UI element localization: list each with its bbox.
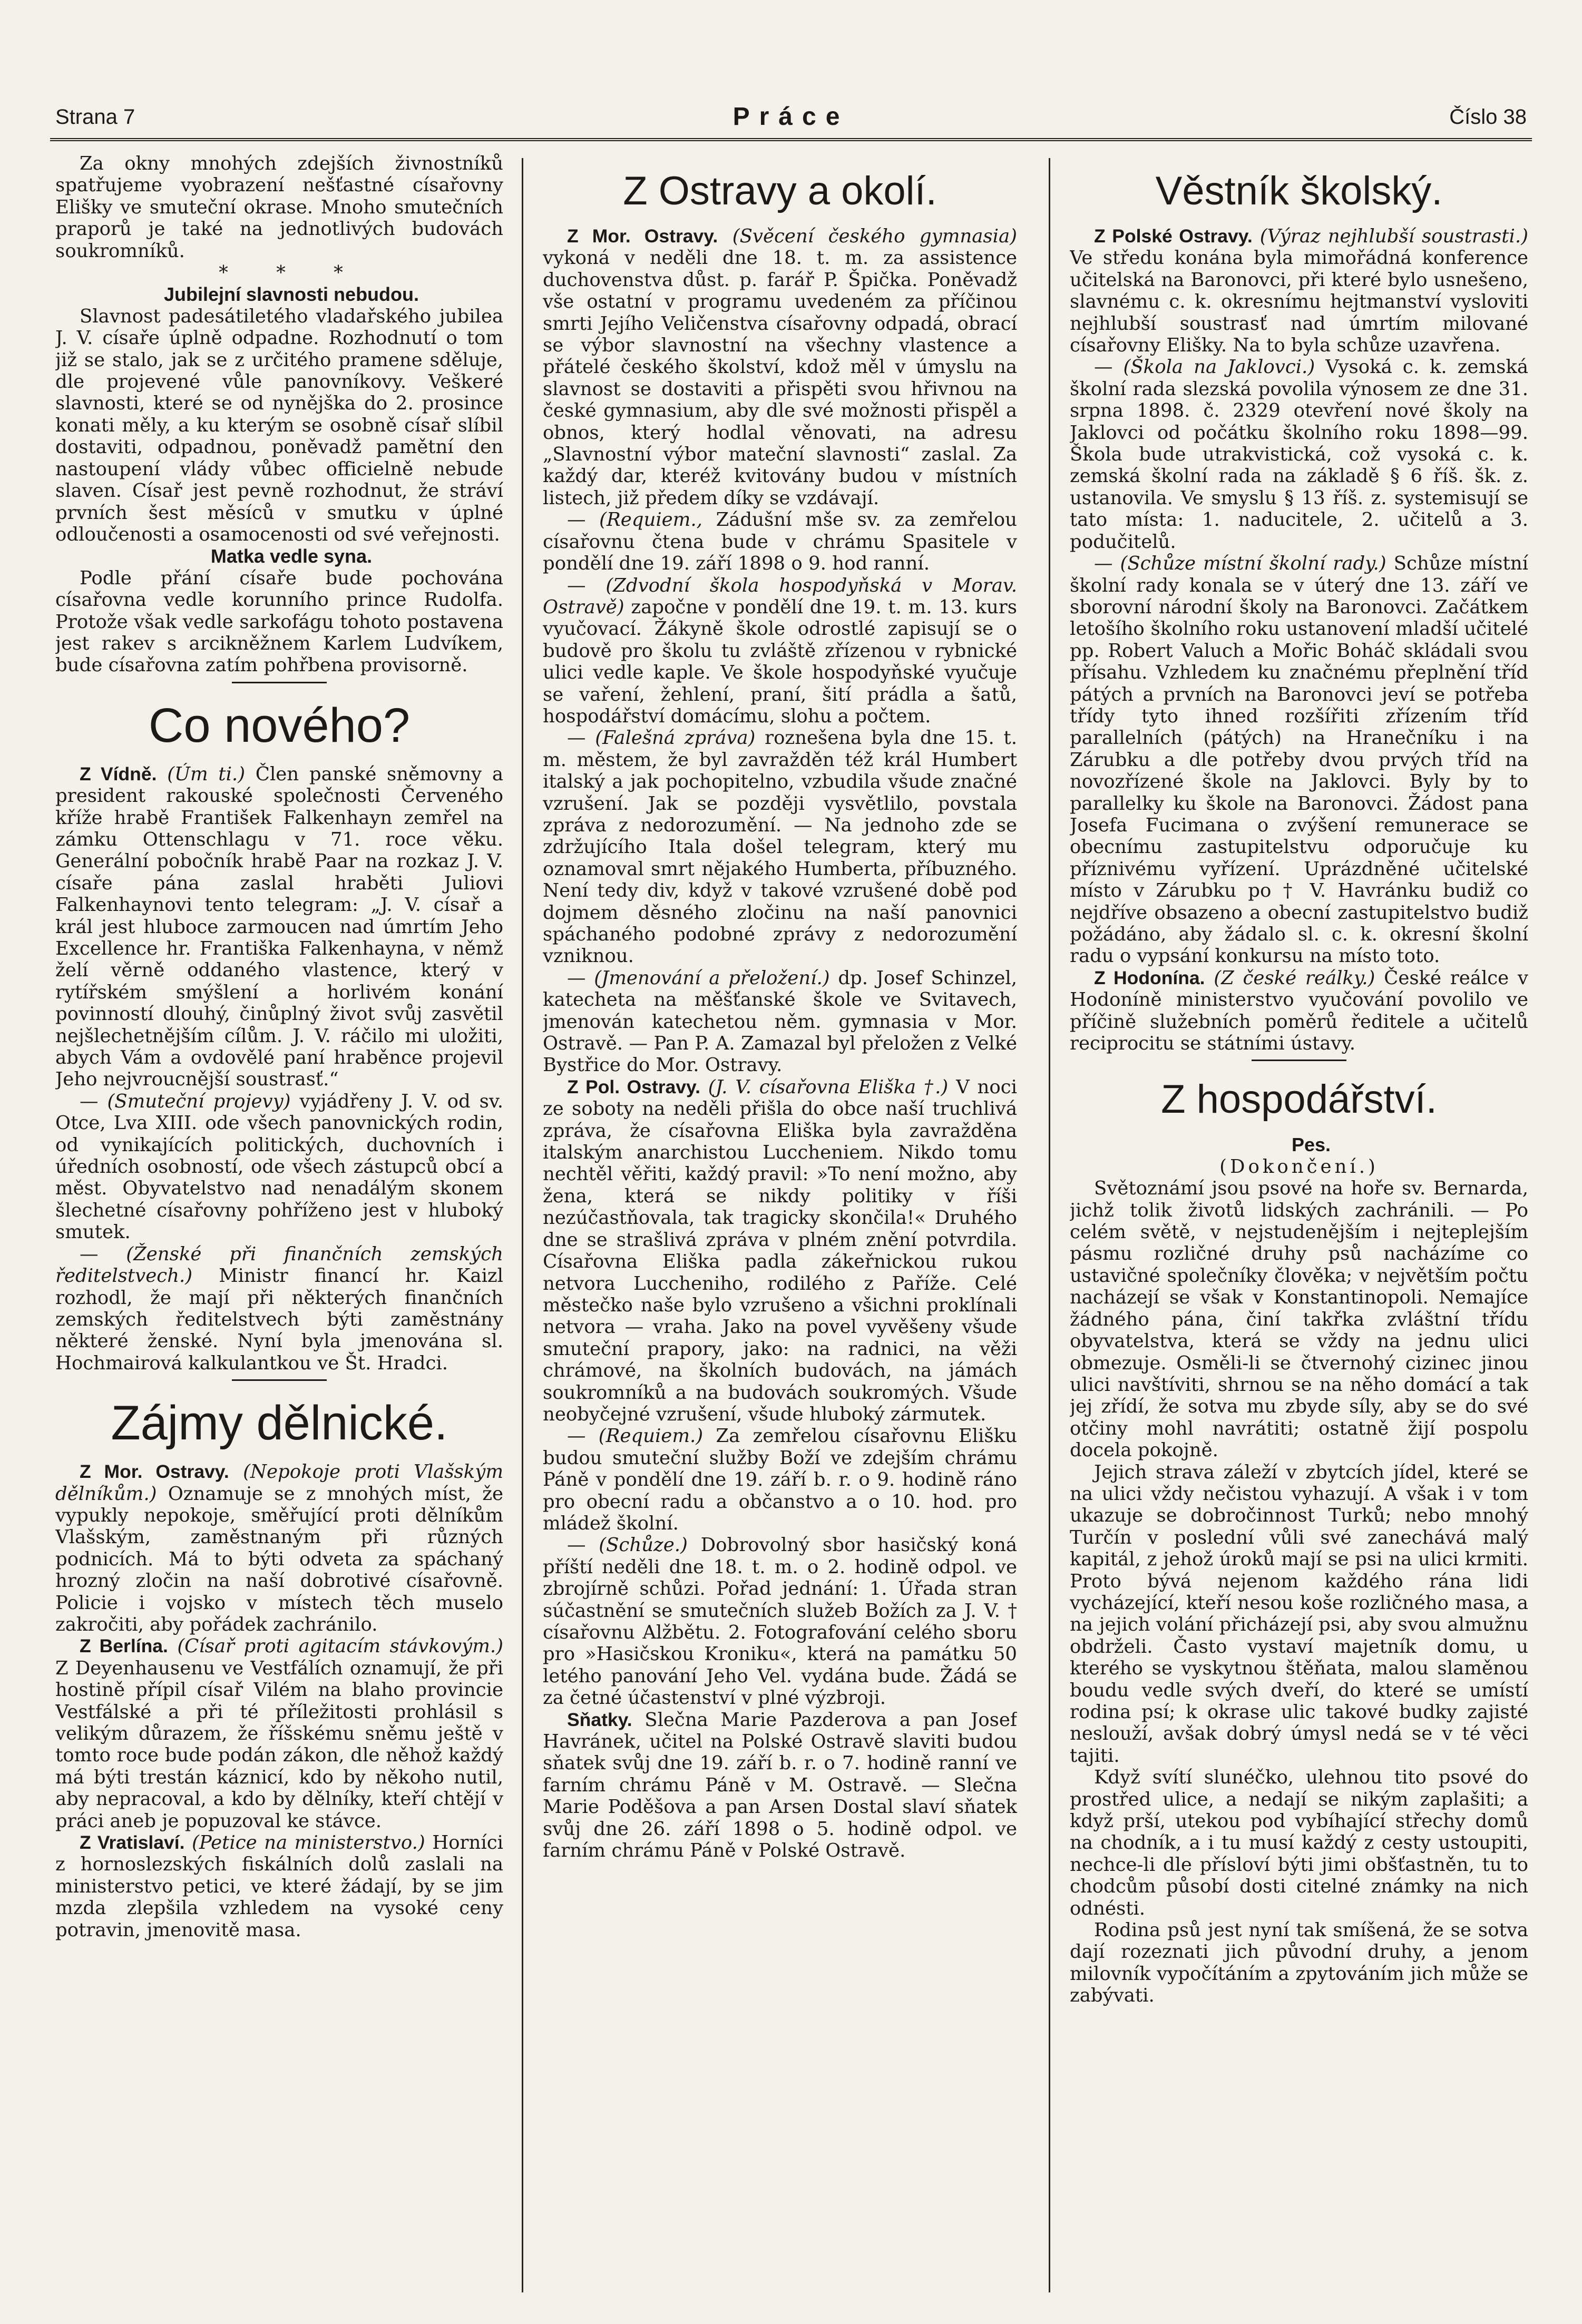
item-lead: Z Mor. Ostravy. [567,225,718,247]
news-item: — (Requiem., Zádušní mše sv. za zemřelou císařovnu čtena bude v chrámu Spasitele v pondělí dne 19. září 1898 o 9. hod ranní. [543,509,1017,575]
item-title: (Jmenování a přeložení.) [594,967,830,989]
column-1 [55,153,503,2303]
item-title: (Výraz nejhlubší soustrasti.) [1259,225,1528,247]
item-title: (J. V. císařovna Eliška †.) [708,1076,949,1098]
item-title: (Smuteční projevy) [107,1090,291,1112]
item-text: započne v pondělí dne 19. t. m. 13. kurs vyučovací. Žákyně škole odrostlé zapisují se o budově pro školu tu zvláště zřízenou v rybnické ulici vedle kaple. Ve škole hospodyňské vyučuje se vaření, žehlení, praní, šití prádla a šatů, hospodářství domácímu, slohu a počtem. [543,596,1017,727]
item-lead: Z Hodonína. [1094,967,1205,988]
item-text: Za zemřelou císařovnu Elišku budou smuteční služby Boží ve zdejším chrámu Páně v pondělí dne 19. září b. r. o 9. hodině ráno pro obecní radu a občanstvo a o 10. hod. pro mládež školní. [543,1425,1017,1534]
item-title: (Schůze místní školní rady.) [1120,553,1386,575]
news-item [55,763,503,1091]
article-paragraph: Světoznámí jsou psové na hoře sv. Bernarda, jichž tolik životů lidských zachránili. — Po celém světě, v nejstudenějším i nejteplejším pásmu rozličné druhy psů nacházíme co ustavičné společníky člověka; v největším počtu nacházejí se však v Konstantinopoli. Nemajíce žádného pána, činí takřka zvláštní třídu obyvatelstva, která se vždy na jednu ulici obmezuje. Osměli-li se čtvernohý cizinec jinou ulici navštíviti, shrnou se na něho domácí a tak jej zřídí, že sotva mu zbyde síly, aby se do své otčiny mohl navrátiti; ostatně žijí pospolu docela pokojně. [1070,1178,1528,1462]
news-item [55,1461,503,1635]
item-lead: Z Vídně. [80,763,157,785]
column-divider [1049,158,1050,2292]
news-item: — (Smuteční projevy) vyjádřeny J. V. od sv. Otce, Lva XIII. ode všech panovnických rodin, od vynikajících politických, duchovních i úředních osobností, ode všech zástupců obcí a měst. Obyvatelstvo nad nenadálým skonem šlechetné císařovny pohříženo jest v hluboký smutek. [55,1090,503,1243]
article-paragraph: Slavnost padesátiletého vladařského jubilea J. V. císaře úplně odpadne. Rozhodnutí o tom již se stalo, jak se z určitého pramene sděluje, dle projevené vůle panovníkovy. Veškeré slavnosti, které se od nynějška do 2. prosince konati měly, a ku kterým se osobně císař slíbil dostaviti, odpadnou, poněvadž pamětní den nastoupení vlády vůbec officielně nebude slaven. Císař jest pevně rozhodnut, že stráví prvních šest měsíců v smutku v úplné odloučenosti a osamocenosti od své veřejnosti. [55,305,503,545]
item-text: Schůze místní školní rady konala se v úterý dne 13. září ve sborovní národní školy na Baronovci. Začátkem letošího školního roku ustanovení mladší učitelé pp. Robert Valuch a Mořic Boháč skládali svou přísahu. Vzhledem ku značnému přeplnění tříd pátých a prvních na Baronovci jeví se potřeba třídy tyto ihned rozšířiti zřízením tříd parallelních (pátých) na Hranečníku i na Zárubku a dle potřeby dvou prvých tříd na novozřízené škole na Jaklovci. Byly by to parallelky ku škole na Baronovci. Žádost pana Josefa Fucimana o zvýšení remunerace se obecnímu zastupitelstvu odporučuje ku příznivému vyřízení. Uprázdněné učitelské místo v Zárubku po † V. Havránku budiž co nejdříve obsazeno a obecní zastupitelstvo budiž požádáno, aby žádalo sl. c. k. okresní školní radu o vypsání konkursu na místo toto. [1070,553,1528,967]
issue-number: Číslo 38 [1449,105,1527,129]
news-item: — (Zdvodní škola hospodyňská v Morav. Ostravě) započne v pondělí dne 19. t. m. 13. kurs vyučovací. Žákyně škole odrostlé zapisují se o budově pro školu tu zvláště zřízenou v rybnické ulici vedle kaple. Ve škole hospodyňské vyučuje se vaření, žehlení, praní, šití prádla a šatů, hospodářství domácímu, slohu a počtem. [543,574,1017,727]
continuation-note: (Dokončení.) [1219,1155,1379,1178]
column-3 [1070,153,1528,2303]
news-item [543,1076,1017,1426]
item-text: Oznamuje se z mnohých míst, že vypukly nepokoje, směřující proti dělníkům Vlašským, zaměstnaným při různých podnicích. Má to býti odveta za spáchaný hrozný zločin na naší dobrotivé císařovně. Policie i vojsko v místech těch muselo zakročiti, aby pořádek zachránilo. [55,1483,503,1635]
subheading: Matka vedle syna. [210,545,373,567]
separator-stars: * * * [219,262,364,284]
item-text: Slečna Marie Pazderova a pan Josef Havránek, učitel na Polské Ostravě slaviti budou sňatek svůj dne 19. září b. r. o 7. hodině ranní ve farním chrámu Páně v M. Ostravě. — Slečna Marie Poděšova a pan Arsen Dostal slaví sňatek svůj dne 26. září 1898 o 5. hodině odpol. ve farním chrámu Páně v Polské Ostravě. [543,1709,1017,1862]
item-text: dp. Josef Schinzel, katecheta na měšťanské škole ve Svitavech, jmenován katechetou něm. gymnasia v Mor. Ostravě. — Pan P. A. Zamazal byl přeložen z Velké Bystřice do Mor. Ostravy. [543,967,1017,1076]
divider [1252,1060,1346,1061]
item-source: (Úm ti.) [167,763,246,785]
newspaper-title: Práce [733,103,849,131]
news-item: — (Schůze místní školní rady.) Schůze místní školní rady konala se v úterý dne 13. září ve sborovní národní školy na Baronovci. Začátkem letošího školního roku ustanovení mladší učitelé pp. Robert Valuch a Mořic Boháč skládali svou přísahu. Vzhledem ku značnému přeplnění tříd pátých a prvních na Baronovci jeví se potřeba třídy tyto ihned rozšířiti zřízením tříd parallelních (pátých) na Hranečníku i na Zárubku a dle potřeby dvou prvých tříd na novozřízené škole na Jaklovci. Byly by to parallelky ku škole na Baronovci. Žádost pana Josefa Fucimana o zvýšení remunerace se obecnímu zastupitelstvu odporučuje ku příznivému vyřízení. Uprázdněné učitelské místo v Zárubku po † V. Havránku budiž co nejdříve obsazeno a obecní zastupitelstvo budiž požádáno, aby žádalo sl. c. k. okresní školní radu o vypsání konkursu na místo toto. [1070,553,1528,967]
section-title: Z Ostravy a okolí. [623,169,937,213]
item-title: (Císař proti agitacím stávkovým.) [177,1635,503,1658]
divider [232,682,327,683]
item-lead: Z Pol. Ostravy. [567,1076,700,1097]
article-paragraph: Když svítí slunéčko, ulehnou tito psové do prostřed ulice, a nedají se nikým zaplašiti; a když prší, utekou pod vybíhající střechy domů na chodník, a i tu musí každý z cesty ustoupiti, nechce-li dle přísloví býti jimi obšťastněn, tu to chodcům působí dosti citelné známky na nich odnésti. [1070,1767,1528,1919]
divider [232,1379,327,1381]
header-rule [50,138,1532,141]
item-text: České reálce v Hodoníně ministerstvo vyučování povolilo ve příčině služebních poměrů ředitele a učitelů reciprocitu se státními ústavy. [1070,967,1528,1055]
item-lead: Z Mor. Ostravy. [80,1461,229,1483]
news-item: — (Ženské při finančních zemských ředitelstvech.) Ministr financí hr. Kaizl rozhodl, že mají při některých finančních zemských ředitelstvech býti zaměstnány některé ženské. Nyní byla jmenována sl. Hochmairová kalkulantkou ve Št. Hradci. [55,1243,503,1374]
item-text: roznešena byla dne 15. t. m. městem, že byl zavražděn též král Humbert italský a jak pochopitelno, vzbudila všude značné vzrušení. Jak se později vysvětlilo, povstala zpráva z nedorozumění. — Na jednoho zde se zdržujícího Itala došel telegram, který mu oznamoval smrt nějakého Humberta, příbuzného. Není tedy div, když v takové vzrušené době pod dojmem děsného zločinu na naší panovnici spáchaného podobné zprávy z nedorozumění vzniknou. [543,727,1017,967]
item-text: Ministr financí hr. Kaizl rozhodl, že mají při některých finančních zemských ředitelstvech býti zaměstnány některé ženské. Nyní byla jmenována sl. Hochmairová kalkulantkou ve Št. Hradci. [55,1265,503,1374]
item-lead: Z Berlína. [80,1635,168,1657]
news-item [1070,967,1528,1055]
item-title: (Requiem., [599,509,702,531]
news-item: — (Škola na Jaklovci.) Vysoká c. k. zemská školní rada slezská povolila výnosem ze dne 31. srpna 1898. č. 2329 otevření nové školy na Jaklovci od počátku školního roku 1898—99. Škola bude utrakvistická, což vysoká c. k. zemská školní rada na základě § 6 říš. šk. z. ustanovila. Ve smyslu § 13 říš. z. systemisují se tato místa: 1. naducitele, 2. učitelů a 3. podučitelů. [1070,356,1528,553]
news-item [543,225,1017,509]
section-title: Věstník školský. [1155,169,1443,213]
article-paragraph: Rodina psů jest nyní tak smíšená, že se sotva dají rozeznati jich původní druhy, a jenom milovník vypočítáním a zpytováním jich může se zabývati. [1070,1919,1528,2007]
item-title: (Petice na ministerstvo.) [191,1832,425,1854]
news-item [55,1635,503,1832]
item-title: (Ženské při finančních zemských ředitelstvech.) [55,1243,503,1287]
item-text: Z Deyenhausenu ve Vestfálích oznamují, že při hostině přípil císař Vilém na blaho provincie Vestfálské a při té příležitosti prohlásil s velikým důrazem, že říšskému sněmu ještě v tomto roce bude podán zákon, dle něhož každý má býti trestán káznicí, kdo by někoho nutil, aby nepracoval, a kdo by dělníky, kteří chtějí v práci aneb je popuzoval ke stávce. [55,1657,503,1832]
item-title: (Škola na Jaklovci.) [1123,356,1315,378]
news-item: — (Schůze.) Dobrovolný sbor hasičský koná příští neděli dne 18. t. m. o 2. hodině odpol. ve zbrojírně schůzi. Pořad jednání: 1. Úřada stran súčastnění se smutečních služeb Božích za J. V. † císařovnu Alžbětu. 2. Fotografování celého sboru pro »Hasičskou Kroniku«, která na památku 50 letého panování Jeho Vel. vydána bude. Žádá se za četné účastenství v plné výzbroji. [543,1534,1017,1709]
item-lead: Z Polské Ostravy. [1094,225,1253,247]
item-lead: Z Vratislaví. [80,1832,185,1854]
item-text: Člen panské sněmovny a president rakouské společnosti Červeného kříže hrabě František Falkenhayn zemřel na zámku Ottenschlagu v 71. roce věku. Generální pobočník hrabě Paar na rozkaz J. V. císaře pána zaslal hraběti Juliovi Falkenhaynovi tento telegram: „J. V. císař a král jest hluboce zarmoucen nad úmrtím Jeho Excellence hr. Františka Falkenhayna, v němž želí věrně oddaného vlastence, který v rytířském smýšlení a horlivém konání povinností dlouhý, činůplný život svůj zasvětil nejšlechetnějším cílům. J. V. ráčilo mi uložiti, abych Vám a ovdovělé paní hraběnce projevil Jeho nejvroucnější soustrasť.“ [55,763,503,1091]
news-item: — (Jmenování a přeložení.) dp. Josef Schinzel, katecheta na měšťanské škole ve Svitavech, jmenován katechetou něm. gymnasia v Mor. Ostravě. — Pan P. A. Zamazal byl přeložen z Velké Bystřice do Mor. Ostravy. [543,967,1017,1076]
subheading: Pes. [1291,1134,1331,1156]
news-item: — (Falešná zpráva) roznešena byla dne 15. t. m. městem, že byl zavražděn též král Humbert italský a jak pochopitelno, vzbudila všude značné vzrušení. Jak se později vysvětlilo, povstala zpráva z nedorozumění. — Na jednoho zde se zdržujícího Itala došel telegram, který mu oznamoval smrt nějakého Humberta, příbuzného. Není tedy div, když v takové vzrušené době pod dojmem děsného zločinu na naší panovnici spáchaného podobné zprávy z nedorozumění vzniknou. [543,727,1017,967]
page-number: Strana 7 [55,105,135,129]
article-paragraph: Podle přání císaře bude pochována císařovna vedle korunního prince Rudolfa. Protože však vedle sarkofágu tohoto postavena jest rakev s arcikněžnem Karlem Ludvíkem, bude císařovna zatím pohřbena provisorně. [55,567,503,676]
item-text: vykoná v neděli dne 18. t. m. za assistence duchovenstva důst. p. farář P. Špička. Poněvadž vše ostatní v programu uvedeném za příčinou smrti Jejího Veličenstva císařovny odpadá, obrací se výbor slavnostní na všechny vlastence a přátelé českého školství, kdož měl v úmyslu na slavnost se dostaviti a přispěti svou hřivnou na české gymnasium, aby dle své možnosti přispěl a obnos, který hodlal věnovati, na adresu „Slavnostní výbor mateční slavnosti“ zaslal. Za každý dar, kteréž kvitovány budou v místních listech, již předem díky se vzdávají. [543,247,1017,509]
news-item [55,1832,503,1941]
item-text: vyjádřeny J. V. od sv. Otce, Lva XIII. ode všech panovnických rodin, od vynikajících politických, duchovních i úředních osobností, ode všech zástupců obcí a měst. Obyvatelstvo nad nenadálým skonem šlechetné císařovny pohříženo jest v hluboký smutek. [55,1090,503,1243]
section-title: Z hospodářství. [1161,1077,1437,1122]
item-title: (Falešná zpráva) [595,727,756,749]
item-title: (Requiem.) [598,1425,704,1447]
item-title: (Svěcení českého gymnasia) [732,225,1017,247]
item-text: Ve středu konána byla mimořádná konference učitelská na Baronovci, při které bylo usnešeno, slavnému c. k. okresnímu hejtmanství vysloviti nejhlubší soustrasť nad úmrtím milované císařovny Elišky. Na to byla schůze uzavřena. [1070,247,1528,357]
item-title: (Zdvodní škola hospodyňská v Morav. Ostravě) [543,574,1017,618]
column-2 [543,153,1017,2303]
subheading: Jubilejní slavnosti nebudou. [163,283,419,306]
item-text: Horníci z hornoslezských fiskálních dolů zaslali na ministerstvo petici, ve které žádají, by se jim mzda zlepšila vzhledem na vysoké ceny potravin, jmenovitě masa. [55,1832,503,1941]
item-lead: Sňatky. [567,1709,632,1730]
news-item [1070,225,1528,356]
section-title: Co nového? [148,698,411,752]
item-title: (Nepokoje proti Vlašským dělníkům.) [55,1461,503,1505]
article-paragraph: Za okny mnohých zdejších živnostníků spatřujeme vyobrazení nešťastné císařovny Elišky ve smuteční okrase. Mnoho smutečních praporů je také na jednotlivých budovách soukromníků. [55,153,503,262]
item-title: (Schůze.) [599,1534,688,1556]
news-item: — (Requiem.) Za zemřelou císařovnu Elišku budou smuteční služby Boží ve zdejším chrámu Páně v pondělí dne 19. září b. r. o 9. hodině ráno pro obecní radu a občanstvo a o 10. hod. pro mládež školní. [543,1425,1017,1534]
article-paragraph: Jejich strava záleží v zbytcích jídel, které se na ulici vždy nečistou vyhazují. A však i v tom ukazuje se dobročinnost Turků; nebo mnohý Turčín v poslední vůli své zanechává malý kapitál, z jehož úroků mají se psi na ulici krmiti. Proto bývá nejenom každého rána lidi vycházející, kteří nesou koše rozličného masa, a na jejich volání přicházejí psi, aby svou almužnu obdrželi. Často vystaví majetník domu, u kterého se vyskytnou štěňata, malou slaměnou boudu vedle svých dveří, do které se umístí rodina psí; k okrase ulic takové budky zajisté neslouží, avšak dobrý úmysl nedá se v té věci tajiti. [1070,1461,1528,1767]
item-text: V noci ze soboty na neděli přišla do obce naší truchlivá zpráva, že císařovna Eliška byla zavražděna italským anarchistou Luccheniem. Nikdo tomu nechtěl věřiti, každý pravil: »To není možno, aby žena, která se nikdy politiky v říši nezúčastňovala, tak tragicky skončila!« Druhého dne se strašlivá zpráva v plném znění potvrdila. Císařovna Eliška padla zákeřnickou rukou netvora Luccheniho, rodilého z Paříže. Celé městečko naše bylo vzrušeno a všichni proklínali netvora — vraha. Jako na povel vyvěšeny všude smuteční prapory, jako: na radnici, na věži chrámové, na školních budovách, na jámách soukromníků a na budovách soukromých. Všude neobyčejné vzrušení, všude hluboký zármutek. [543,1076,1017,1425]
news-item [543,1709,1017,1862]
item-text: Dobrovolný sbor hasičský koná příští neděli dne 18. t. m. o 2. hodině odpol. ve zbrojírně schůzi. Pořad jednání: 1. Úřada stran súčastnění se smutečních služeb Božích za J. V. † císařovnu Alžbětu. 2. Fotografování celého sboru pro »Hasičskou Kroniku«, která na památku 50 letého panování Jeho Vel. vydána bude. Žádá se za četné účastenství v plné výzbroji. [543,1534,1017,1709]
item-title: (Z české reálky.) [1214,967,1375,989]
item-text: Vysoká c. k. zemská školní rada slezská povolila výnosem ze dne 31. srpna 1898. č. 2329 otevření nové školy na Jaklovci od počátku školního roku 1898—99. Škola bude utrakvistická, což vysoká c. k. zemská školní rada na základě § 6 říš. šk. z. ustanovila. Ve smyslu § 13 říš. z. systemisují se tato místa: 1. naducitele, 2. učitelů a 3. podučitelů. [1070,356,1528,553]
item-text: Zádušní mše sv. za zemřelou císařovnu čtena bude v chrámu Spasitele v pondělí dne 19. září 1898 o 9. hod ranní. [543,509,1017,575]
page-header [50,105,1532,137]
section-title: Zájmy dělnické. [111,1396,448,1450]
column-divider [522,158,523,2292]
